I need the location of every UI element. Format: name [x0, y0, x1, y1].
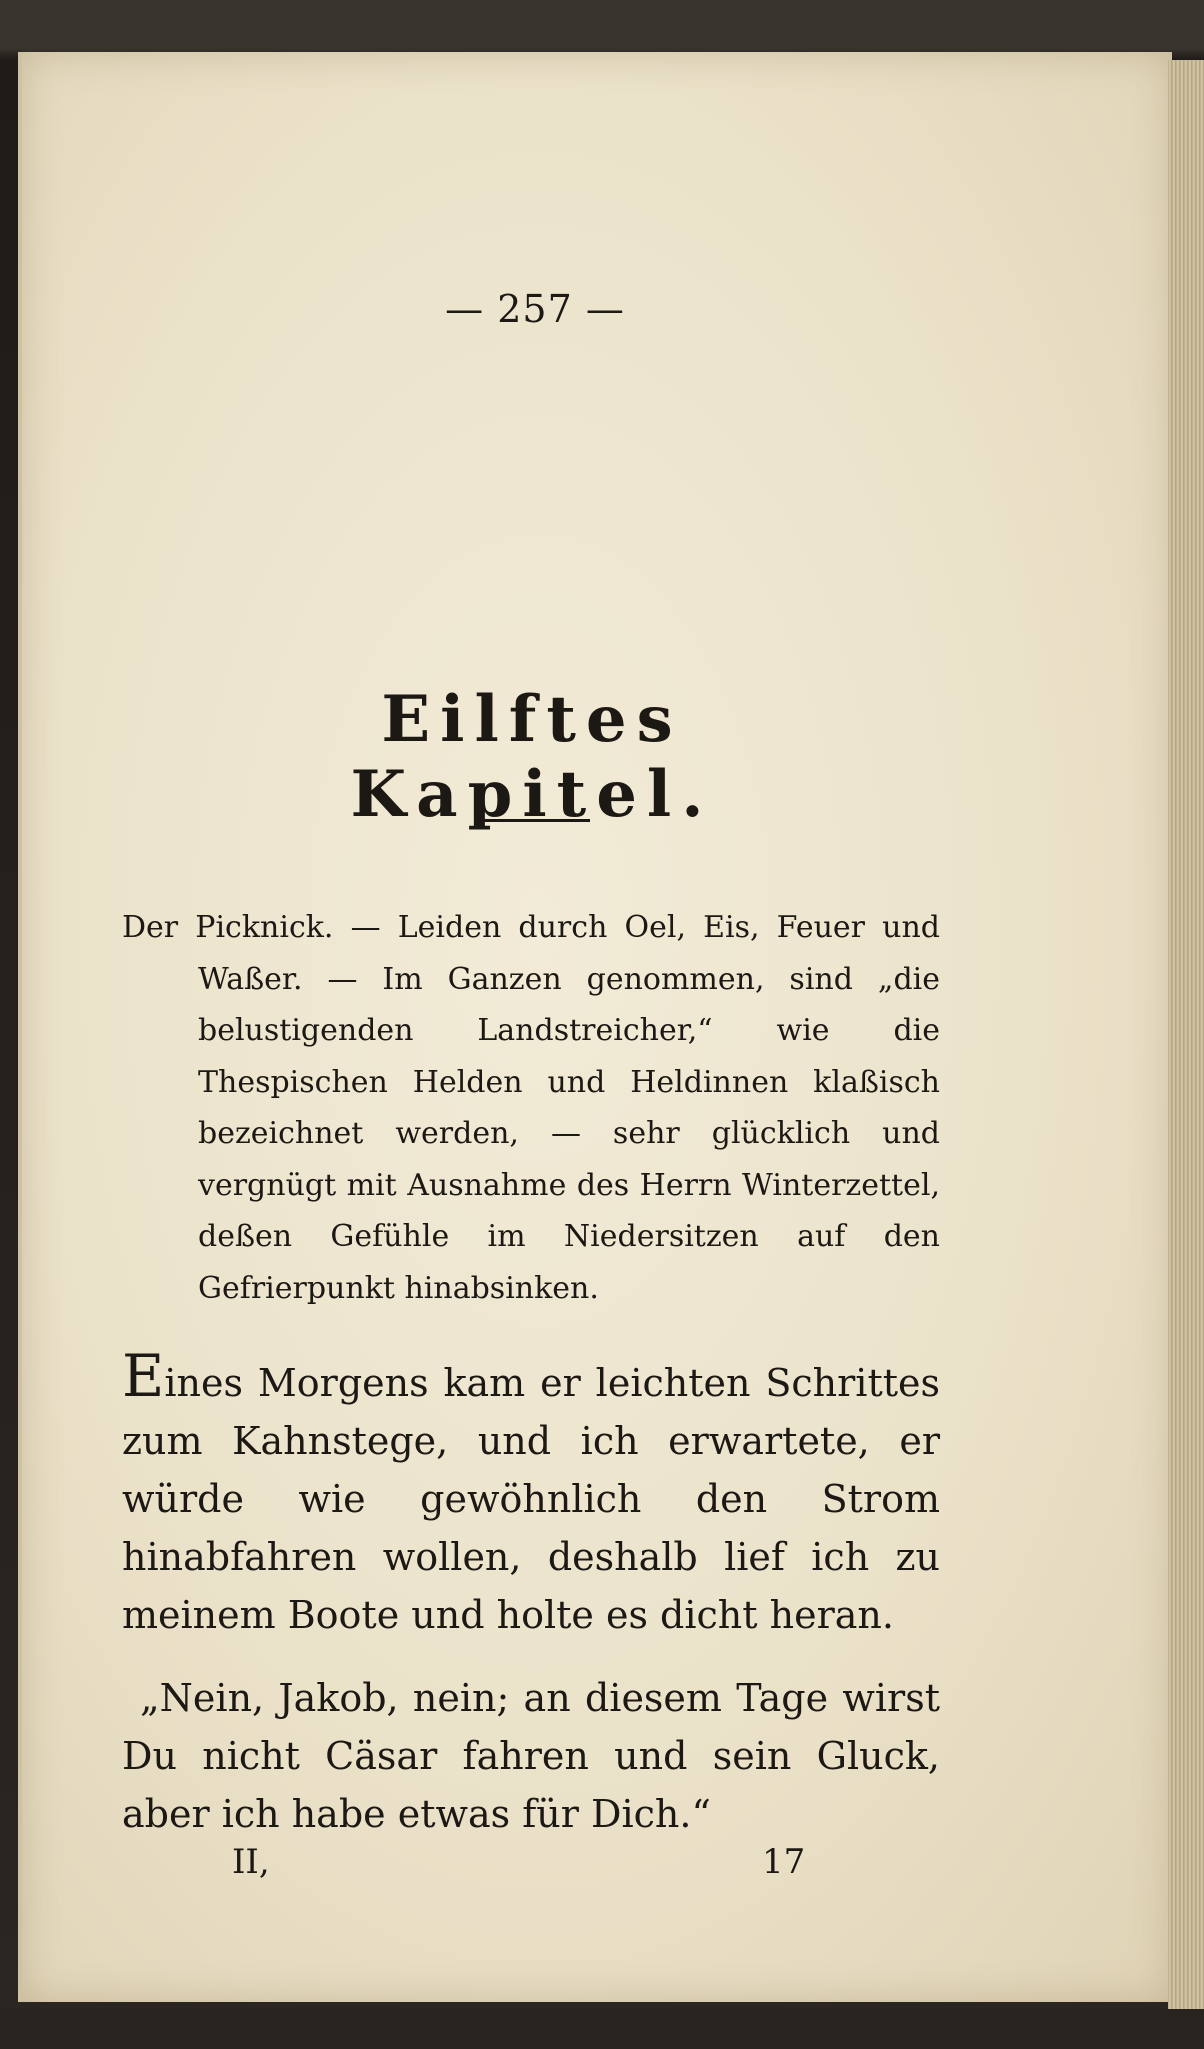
book-page [18, 52, 1172, 2002]
sheet-number: 17 [762, 1842, 806, 1882]
initial-letter: E [122, 1342, 165, 1410]
cover-bottom [0, 2009, 1204, 2049]
divider-rule [474, 819, 590, 822]
page-number: — 257 — [445, 287, 625, 331]
signature-mark: II, [232, 1842, 270, 1882]
paragraph-1-text: ines Morgens kam er leichten Schrittes zum Kahnstege, und ich erwartete, er würde wie gewöhnlich den Strom hinabfahren wollen, deshalb lief ich zu meinem Boote und holte es dicht heran. [122, 1361, 940, 1637]
page-edge [1168, 60, 1204, 2020]
chapter-summary: Der Picknick. — Leiden durch Oel, Eis, Feuer und Waßer. — Im Ganzen genommen, sind „die belustigenden Landstreicher,“ wie die Thespischen Helden und Heldinnen klaßisch bezeichnet werden, — sehr glücklich und vergnügt mit Ausnahme des Herrn Winterzettel, deßen Gefühle im Niedersitzen auf den Gefrierpunkt hinabsinken. [122, 910, 940, 1306]
chapter-title: Eilftes Kapitel. [350, 682, 714, 832]
paragraph-2: „Nein, Jakob, nein; an diesem Tage wirst Du nicht Cäsar fahren und sein Gluck, aber ich habe etwas für Dich.“ [122, 1676, 940, 1836]
paragraph-1 [122, 1342, 940, 1644]
